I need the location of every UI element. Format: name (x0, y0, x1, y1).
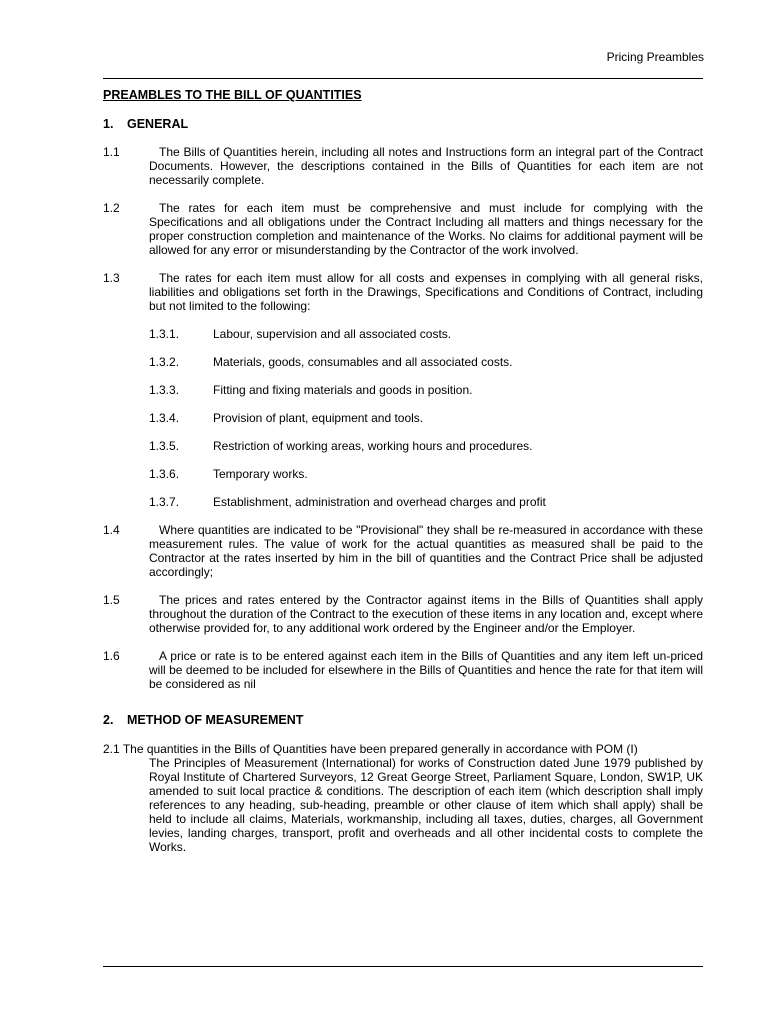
clause-number: 1.6 (103, 649, 120, 663)
footer-rule (103, 966, 703, 967)
section-heading-method-of-measurement (103, 713, 703, 727)
section-heading-general (103, 117, 703, 131)
clause-text: The prices and rates entered by the Contractor against items in the Bills of Quantities shall apply throughout the duration of the Contract to the execution of these items in any location and, except where otherwise provided for, to any additional work ordered by the Engineer and/or the Employer. (149, 593, 703, 635)
list-item (149, 383, 703, 397)
list-item (149, 355, 703, 369)
list-item (149, 495, 703, 509)
clause-1-5 (103, 593, 703, 635)
clause-number: 2.1 (103, 742, 120, 756)
clause-1-3 (103, 271, 703, 313)
clause-text: A price or rate is to be entered against each item in the Bills of Quantities and any item left un-priced will be deemed to be included for elsewhere in the Bills of Quantities and hence the rate for that item will be considered as nil (149, 649, 703, 691)
subitem-number: 1.3.5. (149, 439, 180, 453)
subitem-text: Temporary works. (213, 467, 308, 481)
clause-1-3-subitems (149, 327, 703, 509)
subitem-number: 1.3.4. (149, 411, 180, 425)
header-rule (103, 78, 703, 79)
list-item (149, 327, 703, 341)
clause-1-6 (103, 649, 703, 691)
subitem-text: Fitting and fixing materials and goods in position. (213, 383, 473, 397)
subitem-text: Labour, supervision and all associated costs. (213, 327, 452, 341)
section-title: METHOD OF MEASUREMENT (127, 713, 304, 727)
list-item (149, 411, 703, 425)
list-item (149, 439, 703, 453)
subitem-number: 1.3.1. (149, 327, 180, 341)
section-number: 1. (103, 117, 114, 131)
subitem-number: 1.3.2. (149, 355, 180, 369)
running-header: Pricing Preambles (606, 50, 704, 64)
document-body (103, 88, 703, 854)
clause-text-first-line: The quantities in the Bills of Quantities have been prepared generally in accordance with POM (I) (122, 742, 638, 756)
subitem-text: Establishment, administration and overhead charges and profit (213, 495, 546, 509)
clause-text: The Bills of Quantities herein, including all notes and Instructions form an integral part of the Contract Documents. However, the descriptions contained in the Bills of Quantities for each item are not necessarily complete. (149, 145, 703, 187)
clause-2-1 (103, 742, 703, 854)
subitem-text: Materials, goods, consumables and all associated costs. (213, 355, 513, 369)
clause-number: 1.3 (103, 271, 120, 285)
subitem-number: 1.3.3. (149, 383, 180, 397)
clause-number: 1.4 (103, 523, 120, 537)
clause-text-continuation: The Principles of Measurement (International) for works of Construction dated June 1979 published by Royal Institute of Chartered Surveyors, 12 Great George Street, Parliament Square, London, SW1P, UK amended to suit local practice & conditions. The description of each item (which description shall imply references to any heading, sub-heading, preamble or other clause of item which shall apply) shall be held to include all claims, Materials, workmanship, including all taxes, duties, charges, all Government levies, landing charges, transport, profit and overheads and all other incidental costs to complete the Works. (149, 756, 703, 854)
clause-text: The rates for each item must be comprehensive and must include for complying with the Specifications and all obligations under the Contract Including all matters and things necessary for the proper construction completion and maintenance of the Works. No claims for additional payment will be allowed for any error or misunderstanding by the Contractor of the work involved. (149, 201, 703, 257)
section-title: GENERAL (127, 117, 189, 131)
clause-text: The rates for each item must allow for all costs and expenses in complying with all general risks, liabilities and obligations set forth in the Drawings, Specifications and Conditions of Contract, including but not limited to the following: (149, 271, 703, 313)
clause-1-1 (103, 145, 703, 187)
section-number: 2. (103, 713, 114, 727)
document-title: PREAMBLES TO THE BILL OF QUANTITIES (103, 88, 362, 102)
clause-text: Where quantities are indicated to be "Provisional" they shall be re-measured in accordance with these measurement rules. The value of work for the actual quantities as measured shall be paid to the Contractor at the rates inserted by him in the bill of quantities and the Contract Price shall be adjusted accordingly; (149, 523, 703, 579)
clause-1-4 (103, 523, 703, 579)
clause-number: 1.1 (103, 145, 120, 159)
clause-1-2 (103, 201, 703, 257)
subitem-number: 1.3.7. (149, 495, 180, 509)
clause-number: 1.2 (103, 201, 120, 215)
subitem-text: Restriction of working areas, working hours and procedures. (213, 439, 533, 453)
subitem-number: 1.3.6. (149, 467, 180, 481)
clause-number: 1.5 (103, 593, 120, 607)
list-item (149, 467, 703, 481)
subitem-text: Provision of plant, equipment and tools. (213, 411, 424, 425)
